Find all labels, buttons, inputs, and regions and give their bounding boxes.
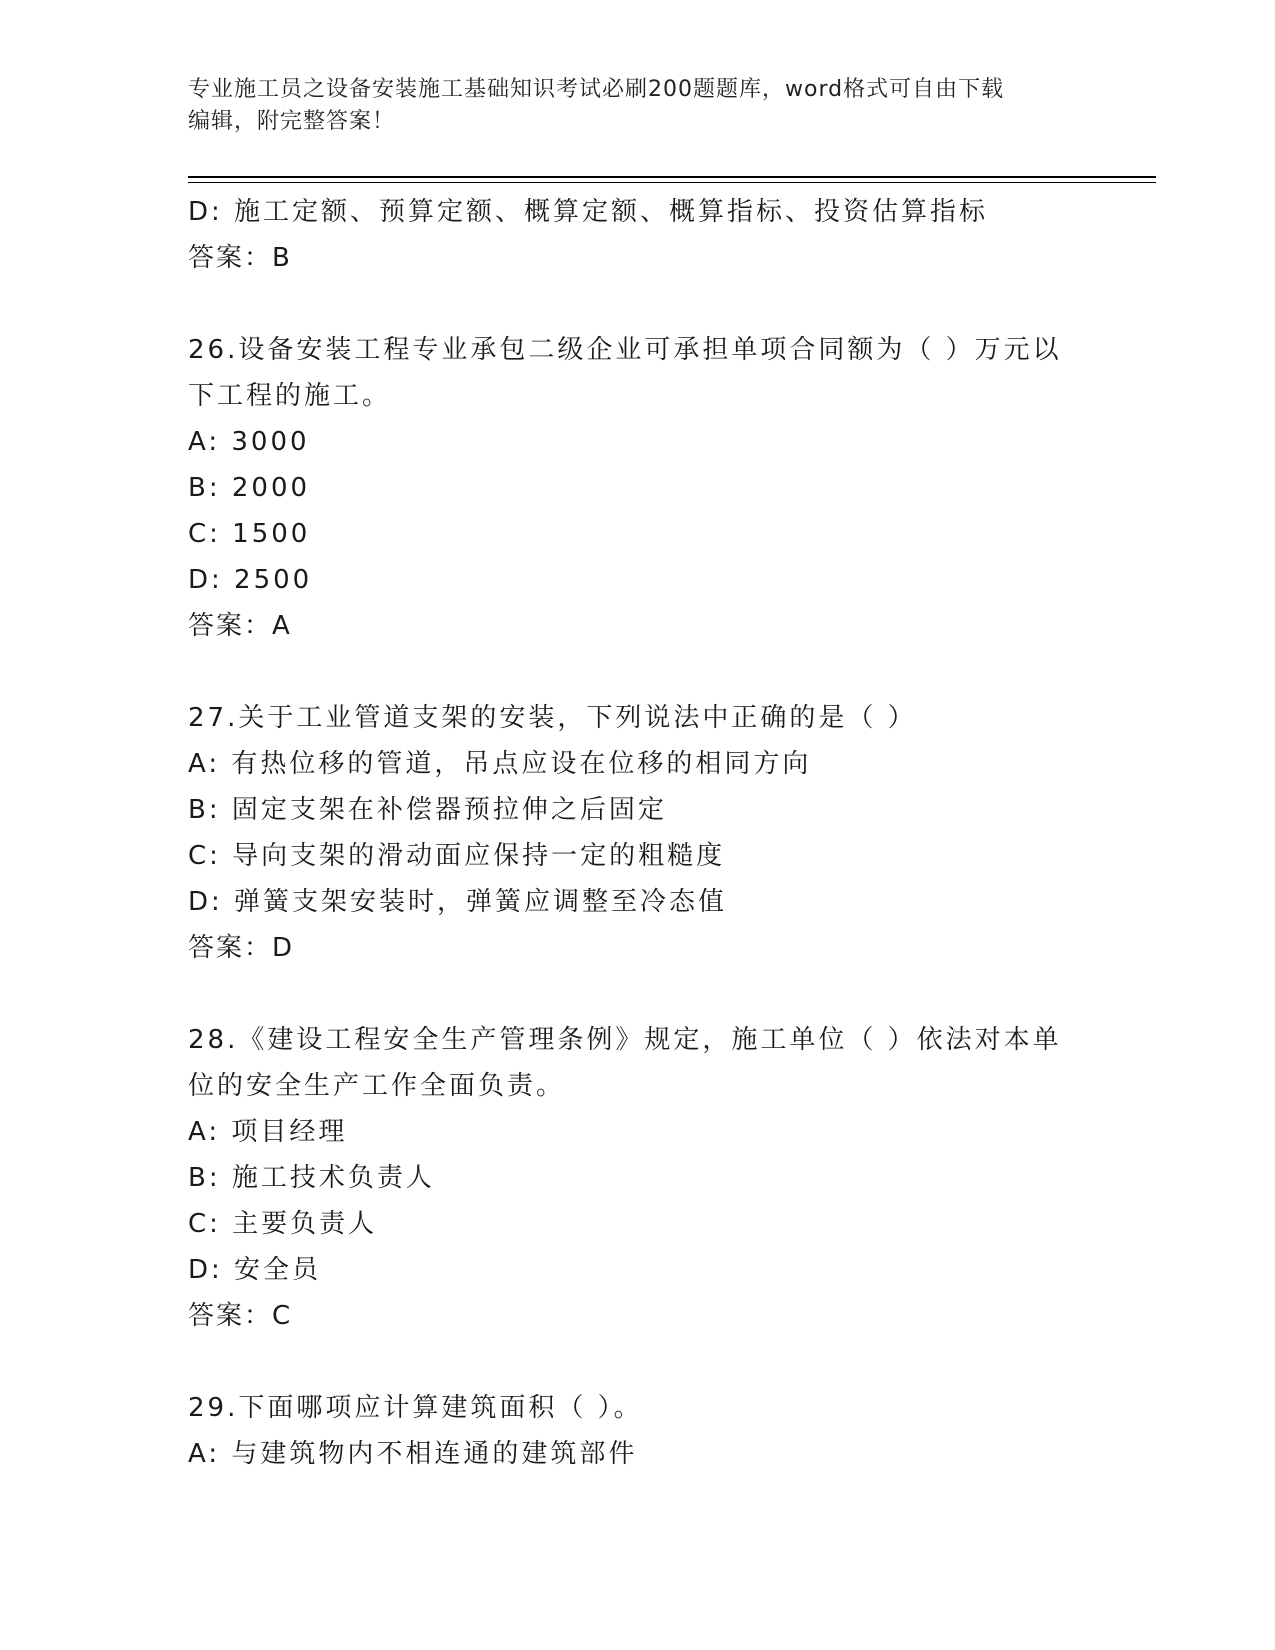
option-b: B: 施工技术负责人 <box>188 1163 435 1193</box>
question-27 <box>188 695 1108 971</box>
header-title-line1: 专业施工员之设备安装施工基础知识考试必刷200题题库，word格式可自由下载 <box>188 77 1005 102</box>
question-stem: 29.下面哪项应计算建筑面积（ ）。 <box>188 1393 643 1423</box>
header-divider-thick <box>188 176 1156 178</box>
question-26 <box>188 327 1108 649</box>
option-d: D: 弹簧支架安装时，弹簧应调整至冷态值 <box>188 887 728 917</box>
answer-line: 答案：D <box>188 933 295 963</box>
answer-line: 答案：A <box>188 611 292 641</box>
question-29 <box>188 1385 1108 1477</box>
spacer <box>188 1339 1108 1385</box>
option-a: A: 有热位移的管道，吊点应设在位移的相同方向 <box>188 749 812 779</box>
spacer <box>188 649 1108 695</box>
question-stem: 27.关于工业管道支架的安装，下列说法中正确的是（ ） <box>188 703 917 733</box>
question-28 <box>188 1017 1108 1339</box>
question-stem-continued: 位的安全生产工作全面负责。 <box>188 1071 566 1101</box>
option-c: C: 主要负责人 <box>188 1209 378 1239</box>
option-c: C: 1500 <box>188 519 311 549</box>
option-b: B: 2000 <box>188 473 311 503</box>
question-stem-continued: 下工程的施工。 <box>188 381 392 411</box>
answer-line: 答案：B <box>188 243 292 273</box>
question-stem: 26.设备安装工程专业承包二级企业可承担单项合同额为（ ）万元以 <box>188 335 1062 365</box>
option-a: A: 项目经理 <box>188 1117 348 1147</box>
option-a: A: 与建筑物内不相连通的建筑部件 <box>188 1439 638 1469</box>
question-stem: 28.《建设工程安全生产管理条例》规定，施工单位（ ）依法对本单 <box>188 1025 1062 1055</box>
option-c: C: 导向支架的滑动面应保持一定的粗糙度 <box>188 841 726 871</box>
header-title-line2: 编辑，附完整答案！ <box>188 109 396 134</box>
answer-line: 答案：C <box>188 1301 293 1331</box>
question-list <box>188 189 1108 1477</box>
option-d: D: 施工定额、预算定额、概算定额、概算指标、投资估算指标 <box>188 197 989 227</box>
option-d: D: 2500 <box>188 565 313 595</box>
document-header <box>188 74 1088 138</box>
option-b: B: 固定支架在补偿器预拉伸之后固定 <box>188 795 667 825</box>
question-25-tail <box>188 189 1108 281</box>
header-divider-thin <box>188 182 1156 183</box>
option-d: D: 安全员 <box>188 1255 322 1285</box>
spacer <box>188 971 1108 1017</box>
spacer <box>188 281 1108 327</box>
option-a: A: 3000 <box>188 427 310 457</box>
